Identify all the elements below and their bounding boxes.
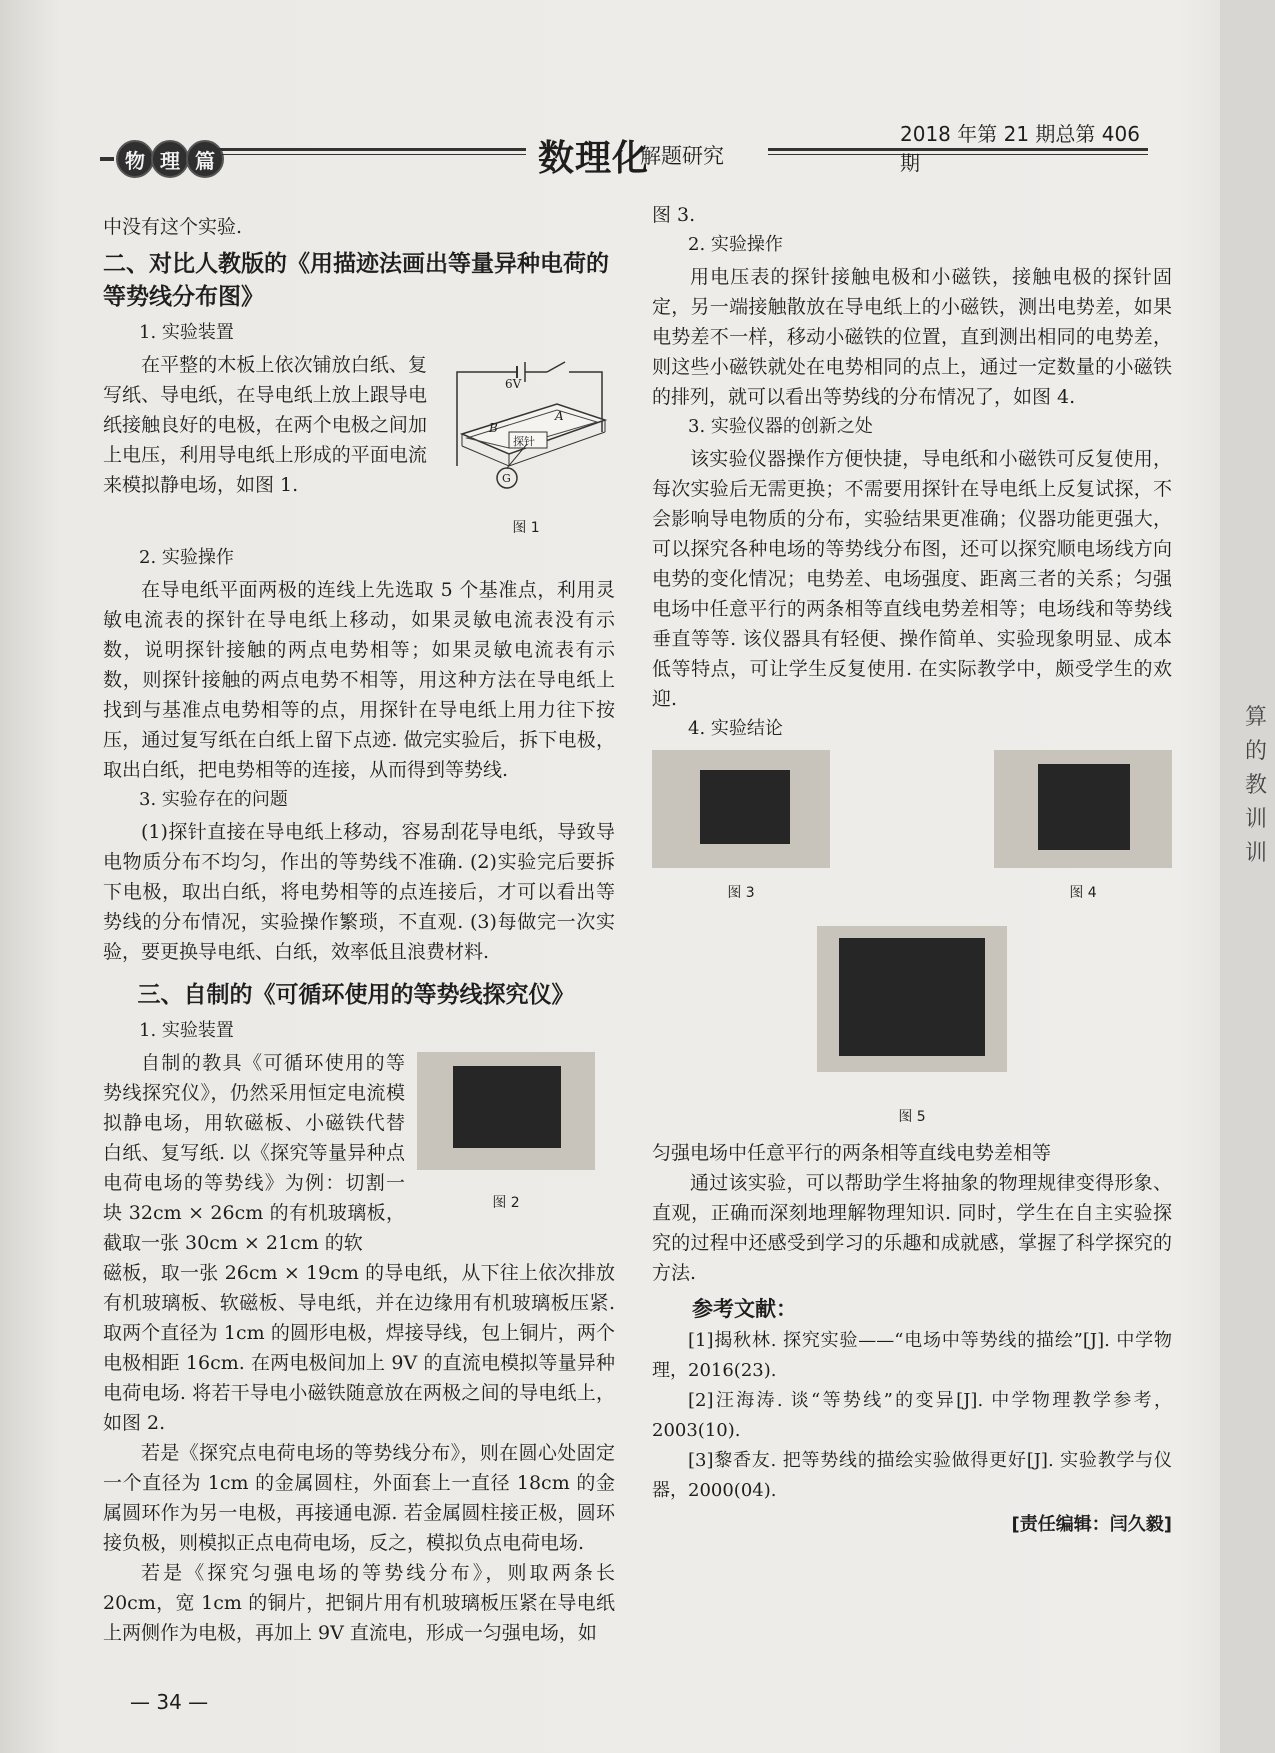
journal-subtitle: 解题研究 <box>640 144 724 168</box>
s2-heading-2: 2. 实验操作 <box>139 547 234 568</box>
badge-char: 理 <box>151 140 189 178</box>
s3-paragraph-2: 若是《探究点电荷电场的等势线分布》，则在圆心处固定一个直径为 1cm 的金属圆柱，外面套上一直径 18cm 的金属圆环作为另一电极，再接通电源. 若金属圆柱接正极，圆环接负极，则模拟正点电荷电场，反之，模拟负点电荷电场. <box>103 1442 615 1554</box>
badge-char: 篇 <box>186 140 224 178</box>
page-header <box>100 118 1150 179</box>
figure-5 <box>817 926 1007 1132</box>
strip-char: 教 <box>1244 773 1267 798</box>
reference-item: [2]汪海涛. 谈“等势线”的变异[J]. 中学物理教学参考，2003(10). <box>652 1390 1172 1441</box>
figure-1 <box>437 350 615 543</box>
r-heading-3: 3. 实验仪器的创新之处 <box>688 416 873 437</box>
issue-info: 2018 年第 21 期总第 406 期 <box>900 122 1140 175</box>
s2-heading-3: 3. 实验存在的问题 <box>139 789 288 810</box>
r-heading-2: 2. 实验操作 <box>688 234 783 255</box>
header-rule-left <box>218 148 526 155</box>
figure-1-diagram <box>437 354 615 504</box>
journal-brand: 数理化 <box>538 138 650 179</box>
left-column <box>103 212 615 1648</box>
figure-4-photo <box>994 750 1172 868</box>
page-number: — 34 — <box>130 1690 209 1714</box>
figure-2-photo <box>417 1052 595 1170</box>
reference-item: [3]黎香友. 把等势线的描绘实验做得更好[J]. 实验教学与仪器，2000(04). <box>652 1450 1172 1501</box>
right-column <box>652 200 1172 1540</box>
figure-5-photo <box>817 926 1007 1072</box>
responsible-editor: [责任编辑：闫久毅] <box>1011 1514 1172 1535</box>
figure-5-caption: 图 5 <box>898 1109 926 1125</box>
figure-3 <box>652 750 830 908</box>
r-paragraph-2: 用电压表的探针接触电极和小磁铁，接触电极的探针固定，另一端接触散放在导电纸上的小磁铁，测出电势差，如果电势差不一样，移动小磁铁的位置，直到测出相同的电势差，则这些小磁铁就处在电势相同的点上，通过一定数量的小磁铁的排列，就可以看出等势线的分布情况了，如图 4. <box>652 266 1172 408</box>
strip-char: 的 <box>1244 739 1267 764</box>
references <box>652 1294 1172 1506</box>
adjacent-page-edge <box>1220 0 1275 1753</box>
r-heading-4: 4. 实验结论 <box>688 718 783 739</box>
figure-3-caption: 图 3 <box>727 885 755 901</box>
strip-char: 训 <box>1244 807 1267 832</box>
badge-char: 物 <box>116 140 154 178</box>
r-paragraph-4: 通过该实验，可以帮助学生将抽象的物理规律变得形象、直观，正确而深刻地理解物理知识. 同时，学生在自主实验探究的过程中还感受到学习的乐趣和成就感，掌握了科学探究的方法. <box>652 1172 1172 1284</box>
continued-text: 图 3. <box>652 204 696 226</box>
fig1-voltage-label: 6V <box>505 377 522 391</box>
s2-paragraph-3: (1)探针直接在导电纸上移动，容易刮花导电纸，导致导电物质分布不均匀，作出的等势线不准确. (2)实验完后要拆下电极，取出白纸，将电势相等的点连接后，才可以看出等势线的分布情况，实验操作繁琐，不直观. (3)每做完一次实验，要更换导电纸、白纸，效率低且浪费材料. <box>103 821 615 963</box>
s3-paragraph-1b: 磁板，取一张 26cm × 19cm 的导电纸，从下往上依次排放有机玻璃板、软磁板、导电纸，并在边缘用有机玻璃板压紧. 取两个直径为 1cm 的圆形电极，焊接导线，包上铜片，两个电极相距 16cm. 在两电极间加上 9V 的直流电模拟等量异种电荷电场. 将若干导电小磁铁随意放在两极之间的导电纸上，如图 2. <box>103 1262 615 1434</box>
s3-heading-1: 1. 实验装置 <box>139 1020 234 1041</box>
s2-heading-1: 1. 实验装置 <box>139 322 234 343</box>
figure-1-caption: 图 1 <box>512 520 540 536</box>
r-paragraph-3: 该实验仪器操作方便快捷，导电纸和小磁铁可反复使用，每次实验后无需更换；不需要用探针在导电纸上反复试探，不会影响导电物质的分布，实验结果更准确；仪器功能更强大，可以探究各种电场的等势线分布图，还可以探究顺电场线方向电势的变化情况；电势差、电场强度、距离三者的关系；匀强电场中任意平行的两条相等直线电势差相等；电场线和等势线垂直等等. 该仪器具有轻便、操作简单、实验现象明显、成本低等特点，可让学生反复使用. 在实际教学中，颇受学生的欢迎. <box>652 448 1172 710</box>
fig1-galvanometer-label: G <box>502 472 511 485</box>
figure-2 <box>417 1048 613 1258</box>
reference-item: [1]揭秋林. 探究实验——“电场中等势线的描绘”[J]. 中学物理，2016(23). <box>652 1330 1172 1381</box>
figure-3-photo <box>652 750 830 868</box>
section-badge <box>100 140 221 178</box>
s2-paragraph-1: 在平整的木板上依次铺放白纸、复写纸、导电纸，在导电纸上放上跟导电纸接触良好的电极，在两个电极之间加上电压，利用导电纸上形成的平面电流来模拟静电场，如图 1. <box>103 354 427 496</box>
references-title: 参考文献： <box>692 1297 797 1321</box>
fig1-label-b: B <box>489 421 498 435</box>
strip-char: 训 <box>1244 841 1267 866</box>
figure-4 <box>994 750 1172 908</box>
s3-paragraph-3: 若是《探究匀强电场的等势线分布》，则取两条长 20cm，宽 1cm 的铜片，把铜片用有机玻璃板压紧在导电纸上两侧作为电极，再加上 9V 直流电，形成一匀强电场，如 <box>103 1562 615 1644</box>
section-2-title: 二、对比人教版的《用描迹法画出等量异种电荷的等势线分布图》 <box>103 251 609 310</box>
s3-paragraph-1a: 自制的教具《可循环使用的等势线探究仪》，仍然采用恒定电流模拟静电场，用软磁板、小磁铁代替白纸、复写纸. 以《探究等量异种点电荷电场的等势线》为例：切割一块 32cm × 26cm 的有机玻璃板，截取一张 30cm × 21cm 的软 <box>103 1052 405 1254</box>
fig1-probe-label: 探针 <box>513 435 535 448</box>
fig1-label-a: A <box>555 409 564 423</box>
strip-char: 算 <box>1244 705 1267 730</box>
figure-4-caption: 图 4 <box>1069 885 1097 901</box>
continued-text: 中没有这个实验. <box>103 216 243 238</box>
r-conclusion: 匀强电场中任意平行的两条相等直线电势差相等 <box>652 1142 1052 1164</box>
section-3-title: 三、自制的《可循环使用的等势线探究仪》 <box>137 982 575 1008</box>
s2-paragraph-2: 在导电纸平面两极的连线上先选取 5 个基准点，利用灵敏电流表的探针在导电纸上移动，如果灵敏电流表没有示数，说明探针接触的两点电势相等；如果灵敏电流表有示数，则探针接触的两点电势不相等，用这种方法在导电纸上找到与基准点电势相等的点，用探针在导电纸上用力往下按压，通过复写纸在白纸上留下点迹. 做完实验后，拆下电极，取出白纸，把电势相等的连接，从而得到等势线. <box>103 579 615 781</box>
figure-2-caption: 图 2 <box>492 1195 520 1211</box>
